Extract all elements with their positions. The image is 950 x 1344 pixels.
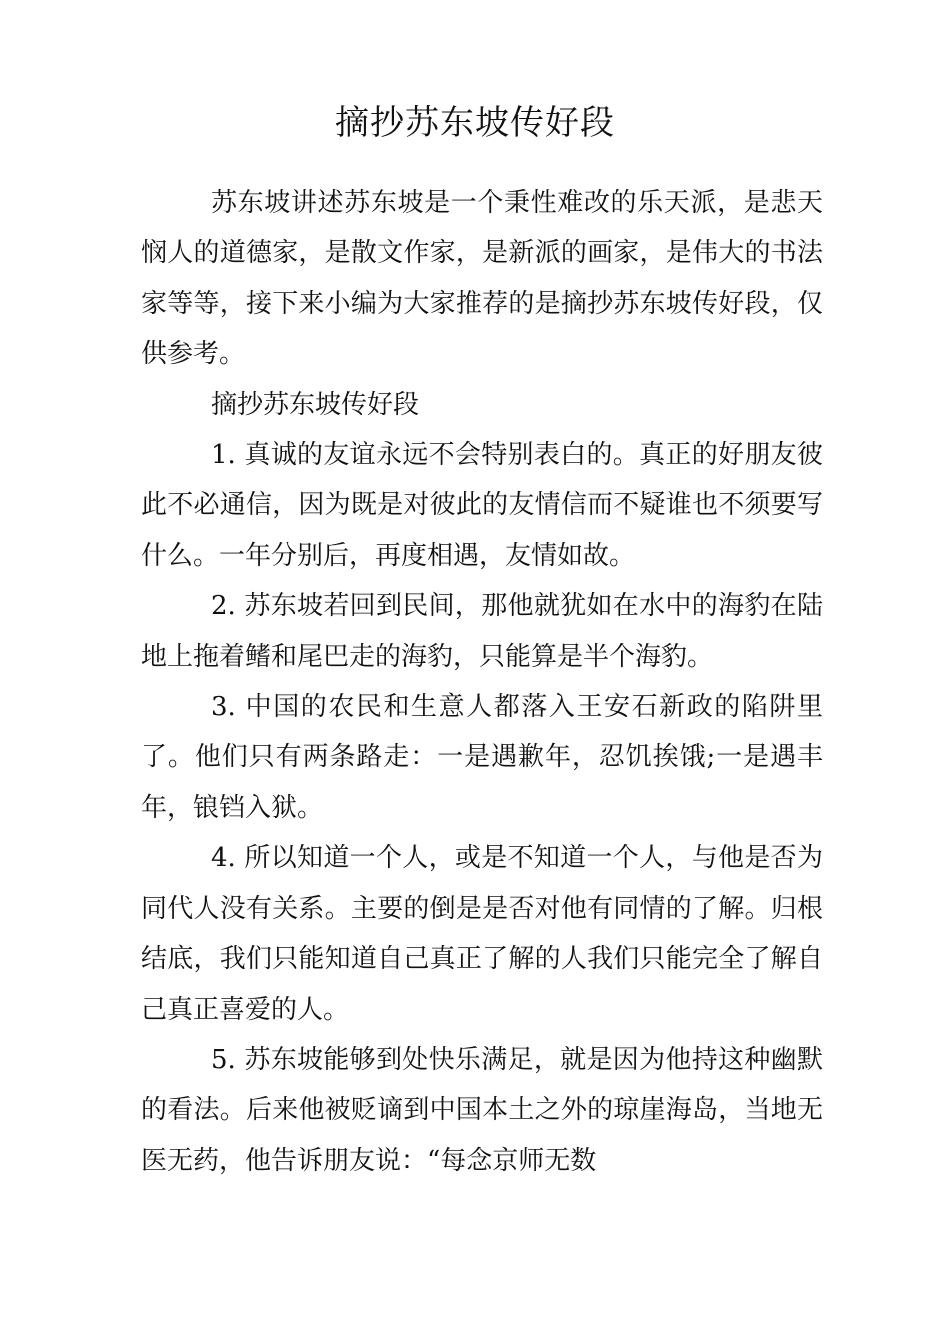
- paragraph-intro: 苏东坡讲述苏东坡是一个秉性难改的乐天派，是悲天悯人的道德家，是散文作家，是新派的画家，是伟大的书法家等等，接下来小编为大家推荐的是摘抄苏东坡传好段，仅供参考。: [141, 188, 823, 370]
- paragraph-item-2: 2. 苏东坡若回到民间，那他就犹如在水中的海豹在陆地上拖着鳍和尾巴走的海豹，只能算是半个海豹。: [141, 591, 823, 672]
- paragraph-subheading: 摘抄苏东坡传好段: [211, 389, 420, 420]
- paragraph-item-4: 4. 所以知道一个人，或是不知道一个人，与他是否为同代人没有关系。主要的倒是是否对他有同情的了解。归根结底，我们只能知道自己真正了解的人我们只能完全了解自己真正喜爱的人。: [141, 843, 823, 1025]
- page-title: 摘抄苏东坡传好段: [335, 103, 615, 143]
- paragraph-item-5: 5. 苏东坡能够到处快乐满足，就是因为他持这种幽默的看法。后来他被贬谪到中国本土之外的琼崖海岛，当地无医无药，他告诉朋友说：“每念京师无数: [141, 1044, 823, 1176]
- paragraph-item-3: 3. 中国的农民和生意人都落入王安石新政的陷阱里了。他们只有两条路走：一是遇歉年，忍饥挨饿;一是遇丰年，锒铛入狱。: [141, 692, 823, 823]
- document-body: [141, 178, 823, 1186]
- paragraph-item-1: 1. 真诚的友谊永远不会特别表白的。真正的好朋友彼此不必通信，因为既是对彼此的友情信而不疑谁也不须要写什么。一年分别后，再度相遇，友情如故。: [141, 440, 823, 571]
